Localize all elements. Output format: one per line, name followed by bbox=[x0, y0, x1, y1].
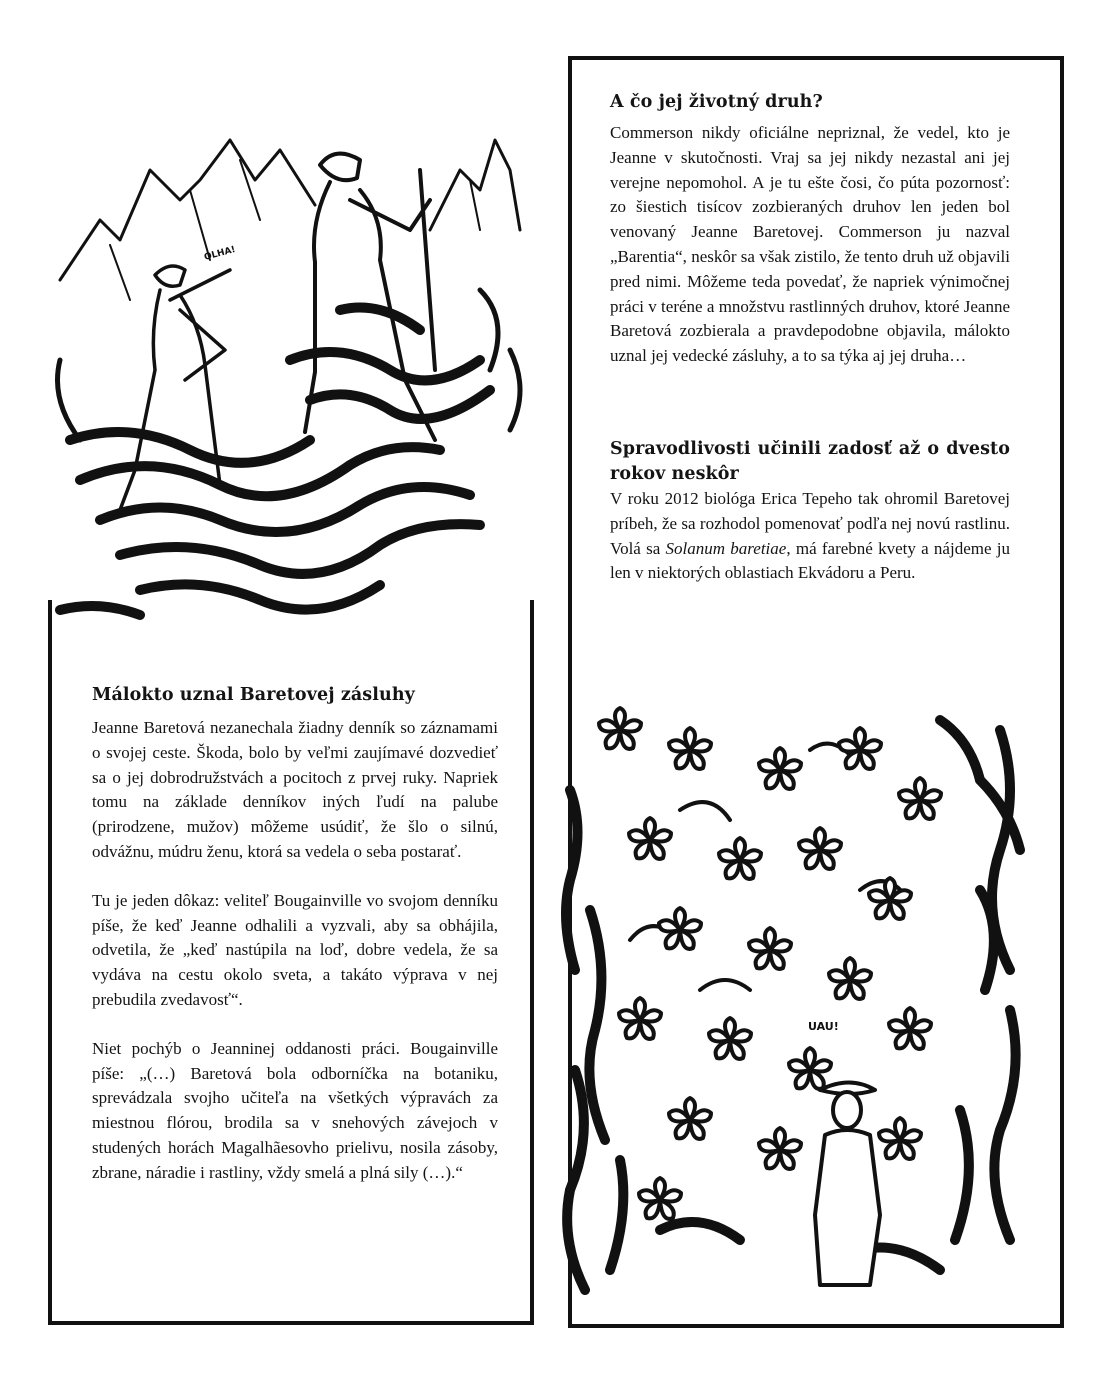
rock-strokes bbox=[60, 308, 490, 616]
section-body: Commerson nikdy oficiálne nepriznal, že vedel, kto je Jeanne v skutočnosti. Vraj sa jej nikdy nezastal ani jej verejne nepomohol. A je tu ešte čosi, čo púta pozornosť: zo šiestich tisícov zozbieraných druhov len jeden bol venovaný Jeanne Baretovej. Commerson ju nazval „Barentia“, neskôr sa však zistilo, že tento druh už objavili pred nimi. Môžeme teda povedať, že napriek výnimočnej práci v teréne a množstvu rastlinných druhov, ktoré Jeanne Baretová zozbierala a pravdepodobne objavila, málokto uznal jej vedecké zásluhy, a to sa týka aj jej druha… bbox=[610, 123, 1010, 366]
section-heading: Spravodlivosti učinili zadosť až o dvesto rokov neskôr bbox=[610, 439, 1010, 484]
body-text: , má farebné kvety a nájdeme ju len v niektorých oblastiach Ekvádoru a Peru. bbox=[610, 538, 1011, 583]
paragraph: Tu je jeden dôkaz: veliteľ Bougainville vo svojom denníku píše, že keď Jeanne odhalili a vyzvali, aby sa obhájila, odvetila, že „keď nastúpila na loď, dobre vedela, že sa vydáva na cestu okolo sveta, a takáto výprava v nej prebudila zvedavosť“. bbox=[92, 890, 498, 1009]
speech-uau: UAU! bbox=[808, 1020, 839, 1033]
section-body bbox=[610, 487, 1010, 586]
section-heading: Málokto uznal Baretovej zásluhy bbox=[92, 685, 415, 705]
flower-blooms bbox=[599, 708, 941, 1219]
speech-olha: OLHA! bbox=[203, 244, 237, 263]
flowers-illustration bbox=[560, 690, 1040, 1305]
section-heading: A čo jej životný druh? bbox=[610, 92, 823, 112]
justice-section bbox=[610, 437, 1010, 586]
species-name: Solanum baretiae bbox=[665, 538, 787, 558]
paragraph: Niet pochýb o Jeanninej oddanosti práci. Bougainville píše: „(…) Baretová bola odborníčka na botaniku, sprevádzala svojho učiteľa na všetkých výpravách za miestnou flórou, brodila sa v snehových závejoch v studených horách Magalhãesovho prielivu, nosila zásoby, zbrane, náradie i rastliny, vždy smelá a plná sily (…).“ bbox=[92, 1038, 498, 1182]
explorer-figure bbox=[815, 1083, 880, 1286]
mountain-peaks bbox=[60, 140, 520, 280]
life-partner-section bbox=[610, 90, 1010, 369]
body-text: V roku 2012 biológa Erica Tepeho tak ohromil Baretovej príbeh, že sa rozhodol pomenovať podľa nej novú rastlinu. Volá sa bbox=[610, 489, 1010, 558]
paragraph: Jeanne Baretová nezanechala žiadny denník so záznamami o svojej ceste. Škoda, bolo by veľmi zaujímavé dozvedieť sa o jej dobrodružstvách a pocitoch z prvej ruky. Napriek tomu na základe denníkov iných ľudí na palube (prirodzene, mužov) môžeme usúdiť, že šlo o silnú, odvážnu, múdru ženu, ktorá sa vedela o seba postarať. bbox=[92, 718, 498, 861]
hikers-illustration bbox=[40, 110, 540, 625]
merits-section bbox=[92, 683, 498, 1186]
